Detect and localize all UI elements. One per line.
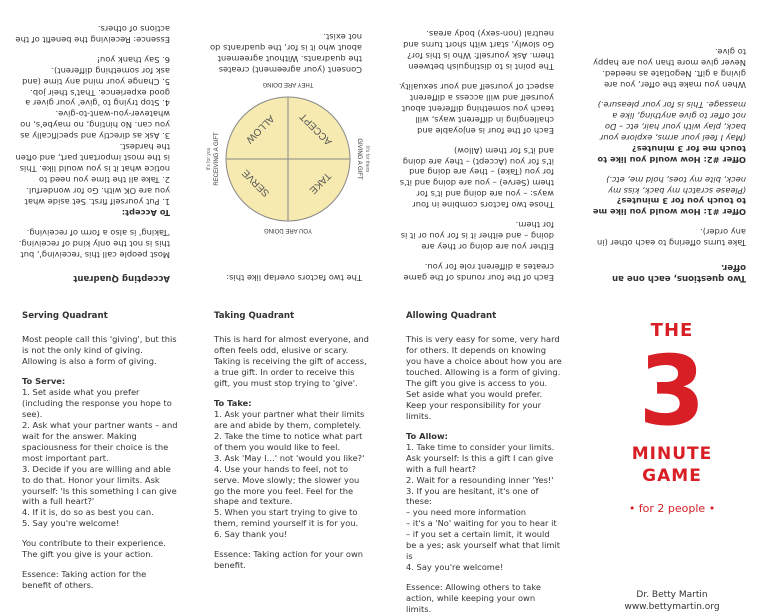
allowing-panel [384,297,576,614]
serving-step: 5. Say you're welcome! [22,518,120,529]
accepting-step: 1. Put yourself first. Set aside what you are OK with. Go for wonderful. [24,185,170,207]
taking-step: 5. When you start trying to give to them, remind yourself it is for you. [214,507,359,529]
allowing-intro: This is very easy for some, very hard for others. It depends on knowing you have a choice about how you are touched. Allowing is a form of giving. The gift you give is access to you. Set aside what you would prefer. Keep your responsibility for your limits. [406,334,562,421]
accepting-step: 2. Take all the time you need to notice what it is you would like. This is the most important part, and often the hardest. [15,142,170,186]
taking-step: 6. Say thank you! [214,529,288,540]
taking-step: 4. Use your hands to feel, not to serve. Move slowly; the slower you go the more you feel. Feel for the shape and texture. [214,463,360,507]
accepting-step: 5. Change your mind any time (and ask for something different). [22,65,170,87]
cover-number-3: 3 [638,334,706,447]
offer2-example: (May I feel your arms, explore your back, play with your hair, etc – Do not offer to give anything, like a massage. This is for your pleasure.) [597,100,746,143]
questions-closing: When you make the offer, you are giving a gift. Negotiate as needed. Never give more than you are happy to give. [593,47,746,91]
cover-minute: MINUTE [631,443,713,464]
accepting-panel [0,0,192,297]
quadrant-allow: ALLOW [243,112,277,146]
serving-panel [0,297,192,594]
offer1-title: Offer #1: How would you like me to touch you for 3 minutes? [592,196,746,218]
allowing-step: 3. If you are hesitant, it's one of these: [406,485,539,507]
questions-heading: Two questions, each one an offer. [611,261,746,283]
taking-list-title: To Take: [214,398,252,409]
taking-essence: Essence: Taking action for your own benefit. [214,549,364,571]
serving-list-title: To Serve: [22,376,66,387]
label-for-them: It's for them [364,146,370,172]
label-they-are-doing: THEY ARE DOING [262,81,314,87]
taking-step: 3. Ask 'May I…' not 'would you like?' [214,452,365,463]
allowing-step: – if you set a certain limit, it would be a yes; ask yourself what that limit is [406,529,561,562]
allowing-step: 1. Take time to consider your limits. Ask yourself: Is this a gift I can give with a full heart? [406,441,555,474]
consent-note: Consent (your agreement) creates the quadrants. Without agreement about who it is for, the quadrants do not exist. [210,32,362,75]
taking-panel [192,297,384,594]
factors-p1: Each of the four rounds of the game creates a different role for you. [403,262,554,283]
allowing-step: – it's a 'No' waiting for you to hear it [406,518,557,529]
taking-heading: Taking Quadrant [214,311,295,321]
cover-panel [576,297,768,613]
allowing-list-title: To Allow: [406,430,448,441]
allowing-essence: Essence: Allowing others to take action, while keeping your own limits. [406,582,541,614]
cover-game: GAME [642,466,702,487]
questions-intro: Take turns offering to each other (in any order). [597,227,746,249]
label-for-you: It's for you [206,147,212,171]
label-you-are-doing: YOU ARE DOING [263,227,313,233]
factors-p4: Each of the four is enjoyable and challenging in different ways, will teach you something different about yourself and will access a different aspect of yourself and your sexuality. [398,81,554,136]
serving-step: 1. Set aside what you prefer (including the response you hope to see). [22,387,172,419]
offer1-example: (Please scratch my back, kiss my neck, bite my toes, hold me, etc.) [605,174,746,196]
cover-author: Dr. Betty Martin [636,590,708,601]
label-receiving-a-gift: RECEIVING A GIFT [214,132,220,186]
quadrant-take: TAKE [306,169,333,196]
accepting-step: 6. Say thank you! [96,54,170,65]
cover-subtitle: • for 2 people • [628,501,716,515]
quadrant-accept: ACCEPT [298,110,335,147]
accepting-intro: Most people call this 'receiving', but this is not the only kind of receiving. 'Taking' is also a form of receiving. [18,227,170,260]
serving-step: 4. If it is, do so as best you can. [22,507,154,518]
accepting-heading: Accepting Quadrant [73,273,170,283]
accepting-step: 4. Stop trying to 'give' your giver a good experience. That's their job. [25,87,170,109]
serving-step: 3. Decide if you are willing and able to do that. Honor your limits. Ask yourself: 'Is this something I can give with a full heart?' [22,463,177,507]
accepting-list-title: To Accept: [121,207,170,218]
accepting-step: 3. Ask as directly and specifically as you can. No hinting, no maybe's, no whatever-you-want-to-give. [20,109,170,142]
offer2-title: Offer #2: How would you like to touch me for 3 minutes? [597,143,746,165]
quadrant-serve: SERVE [240,166,273,199]
factors-p2: Either you are doing or they are doing – and either it is for you or it is for them. [400,220,554,253]
factors-p3: Those two factors combine in four ways: – you are doing and it's for them (Serve) – you are doing and it's for you (Take) – they are doing and it's for you (Accept) – they are doing and it's for them (Allow) [399,145,554,211]
diagram-panel [192,0,384,297]
factors-panel [384,0,576,297]
serving-contribution: You contribute to their experience. The gift you give is your action. [22,538,166,560]
serving-intro: Most people call this 'giving', but this is not the only kind of giving. Allowing is also a form of giving. [22,334,177,367]
allowing-heading: Allowing Quadrant [406,311,497,321]
cover-website: www.bettymartin.org [624,602,720,613]
factors-p5: The point is to distinguish between them. Ask yourself: Who is this for? Go slowly, start with short turns and neutral (non-sexy) body areas. [403,29,554,72]
taking-step: 2. Take the time to notice what part of them you would like to feel. [214,430,363,452]
serving-essence: Essence: Taking action for the benefit of others. [22,569,147,591]
taking-step: 1. Ask your partner what their limits are and abide by them, completely. [214,408,365,430]
questions-panel [576,0,768,297]
serving-step: 2. Ask what your partner wants – and wait for the answer. Making spaciousness for their choice is the most important part. [22,419,178,463]
diagram-intro: The two factors overlap like this: [226,273,362,283]
allowing-step: – you need more information [406,507,527,518]
inside-panels [0,0,768,297]
label-giving-a-gift: GIVING A GIFT [356,138,362,180]
allowing-step: 2. Wait for a resounding inner 'Yes!' [406,474,554,485]
serving-heading: Serving Quadrant [22,311,108,321]
cover-the: THE [650,320,694,341]
taking-intro: This is hard for almost everyone, and often feels odd, elusive or scary. Taking is receiving the gift of access, a true gift. In order to receive this gift, you must stop trying to 'give'. [214,334,369,389]
allowing-step: 4. Say you're welcome! [406,562,504,573]
accepting-essence: Essence: Receiving the benefit of the actions of others. [15,23,170,45]
outside-panels [0,297,768,614]
